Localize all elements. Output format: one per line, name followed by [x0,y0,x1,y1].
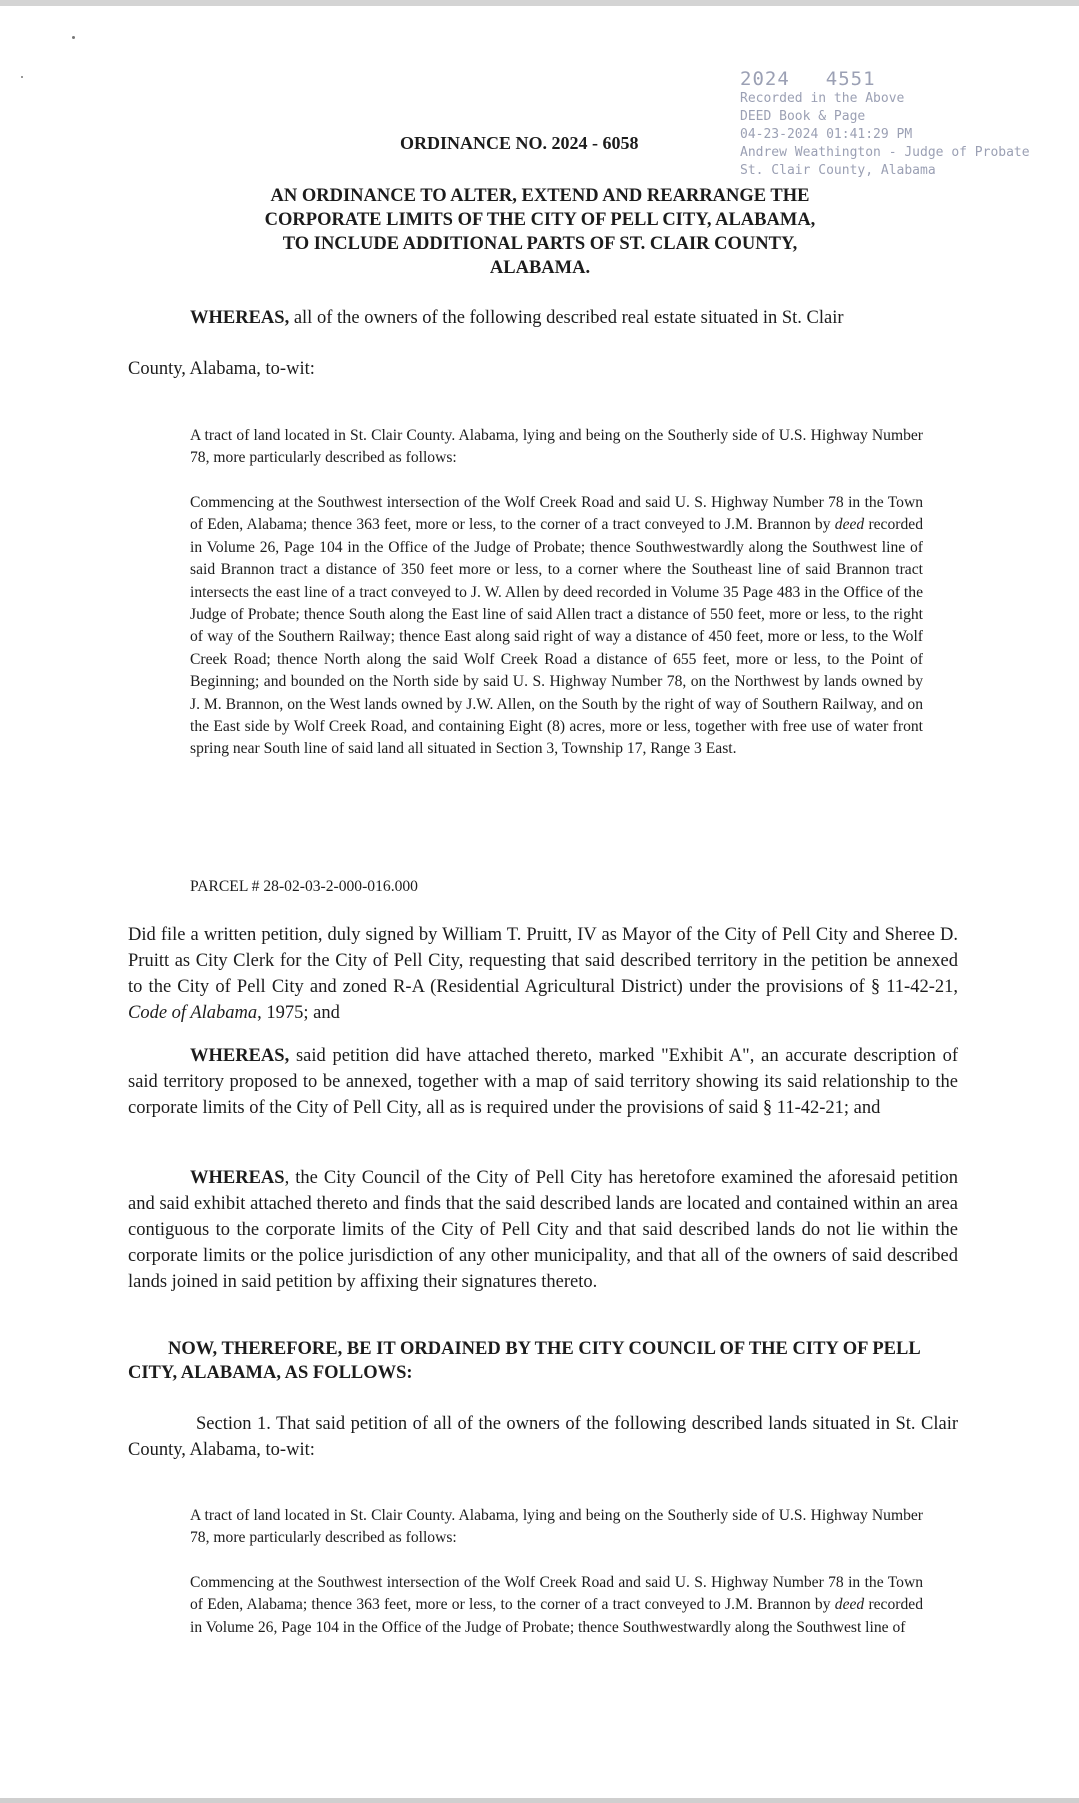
tract-intro-1: A tract of land located in St. Clair County. Alabama, lying and being on the Southerly side of U.S. Highway Number 78, more particularly described as follows: [190,427,923,467]
petition-text: , 1975; and [257,1003,340,1023]
petition-text: Did file a written petition, duly signed by William T. Pruitt, IV as Mayor of the City of Pell City and Sheree D. Pruitt as City Clerk for the City of Pell City, requesting that said described territory in the petition be annexed to the City of Pell City and zoned R-A (Residential Agricultural District) under the provisions of § 11-42-21, [128,925,958,997]
tract-text: Commencing at the Southwest intersection of the Wolf Creek Road and said U. S. Highway Number 78 in the Town of Eden, Alabama; thence 363 feet, more or less, to the corner of a tract conveyed to J.M. Brannon by [190,1574,923,1614]
stamp-line: 04-23-2024 01:41:29 PM [740,127,913,142]
ordinance-title: AN ORDINANCE TO ALTER, EXTEND AND REARRANGE THE CORPORATE LIMITS OF THE CITY OF PELL CITY, ALABAMA, TO INCLUDE ADDITIONAL PARTS OF ST. CLAIR COUNTY, ALABAMA. [264,186,816,278]
tract-text: Commencing at the Southwest intersection of the Wolf Creek Road and said U. S. Highway Number 78 in the Town of Eden, Alabama; thence 363 feet, more or less, to the corner of a tract conveyed to J.M. Brannon by [190,494,923,534]
ordained-heading: NOW, THEREFORE, BE IT ORDAINED BY THE CITY COUNCIL OF THE CITY OF PELL CITY, ALABAMA, AS FOLLOWS: [128,1339,920,1383]
scan-top-edge [0,0,1079,6]
stamp-line: Recorded in the Above [740,91,905,106]
tract-text: recorded in Volume 26, Page 104 in the Office of the Judge of Probate; thence Southwestwardly along the Southwest line of said Brannon tract a distance of 350 feet more or less, to a corner where the Southeast line of said Brannon tract intersects the east line of a tract conveyed to J. W. Allen by deed recorded in Volume 35 Page 483 in the Office of the Judge of Probate; thence South along the East line of said Allen tract a distance of 550 feet, more or less, to the right of way of the Southern Railway; thence East along said right of way a distance of 450 feet, more or less, to the Wolf Creek Road; thence North along the said Wolf Creek Road a distance of 655 feet, more or less, to the Point of Beginning; and bounded on the North side by said U. S. Highway Number 78, on the Northwest by lands owned by J. M. Brannon, on the West lands owned by J.W. Allen, on the South by the right of way of Southern Railway, and on the East side by Wolf Creek Road, and containing Eight (8) acres, more or less, together with free use of water front spring near South line of said land all situated in Section 3, Township 17, Range 3 East. [190,516,923,758]
ordinance-number: ORDINANCE NO. 2024 - 6058 [400,133,639,153]
code-citation: Code of Alabama [128,1003,258,1023]
whereas-text: , the City Council of the City of Pell City has heretofore examined the aforesaid petition and said exhibit attached thereto and finds that the said described lands are located and contained within an area contiguous to the corporate limits of the City of Pell City and that said described lands do not lie within the corporate limits or the police jurisdiction of any other municipality, and that all of the owners of said described lands joined in said petition by affixing their signatures thereto. [128,1168,958,1292]
scan-bottom-edge [0,1798,1079,1803]
stamp-line: St. Clair County, Alabama [740,163,936,178]
parcel-number: PARCEL # 28-02-03-2-000-016.000 [190,878,418,895]
stamp-book-number: 2024 [740,68,790,90]
stamp-line: DEED Book & Page [740,109,866,124]
tract-text: recorded in Volume 26, Page 104 in the Office of the Judge of Probate; thence Southwestwardly along the Southwest line of [190,1596,923,1636]
whereas-paragraph-1 [128,305,958,331]
stamp-line: Andrew Weathington - Judge of Probate [740,145,1030,160]
whereas-paragraph-2 [128,1043,958,1121]
whereas-text: said petition did have attached thereto, marked "Exhibit A", an accurate description of said territory proposed to be annexed, together with a map of said territory showing its said relationship to the corporate limits of the City of Pell City, all as is required under the provisions of said § 11-42-21; and [128,1046,958,1118]
tract-description-1 [190,492,923,761]
stamp-page-number: 4551 [825,68,876,90]
tract-intro-2: A tract of land located in St. Clair County. Alabama, lying and being on the Southerly side of U.S. Highway Number 78, more particularly described as follows: [190,1507,923,1547]
tract-text-italic: deed [834,516,865,534]
whereas-paragraph-3 [128,1165,958,1295]
tract-description-2 [190,1572,923,1639]
tract-text-italic: deed [834,1596,865,1614]
section-1-paragraph: Section 1. That said petition of all of the owners of the following described lands situated in St. Clair County, Alabama, to-wit: [128,1414,958,1460]
whereas-paragraph-1-continued: County, Alabama, to-wit: [128,359,315,379]
whereas-label: WHEREAS, [190,308,290,328]
whereas-text: all of the owners of the following described real estate situated in St. Clair [289,308,844,328]
whereas-label: WHEREAS, [190,1046,290,1066]
whereas-label: WHEREAS [190,1168,285,1188]
scan-speck [21,76,23,78]
petition-paragraph [128,922,958,1026]
stamp-book-page [740,68,1079,90]
scan-speck [72,36,75,39]
recording-stamp [740,68,1079,180]
